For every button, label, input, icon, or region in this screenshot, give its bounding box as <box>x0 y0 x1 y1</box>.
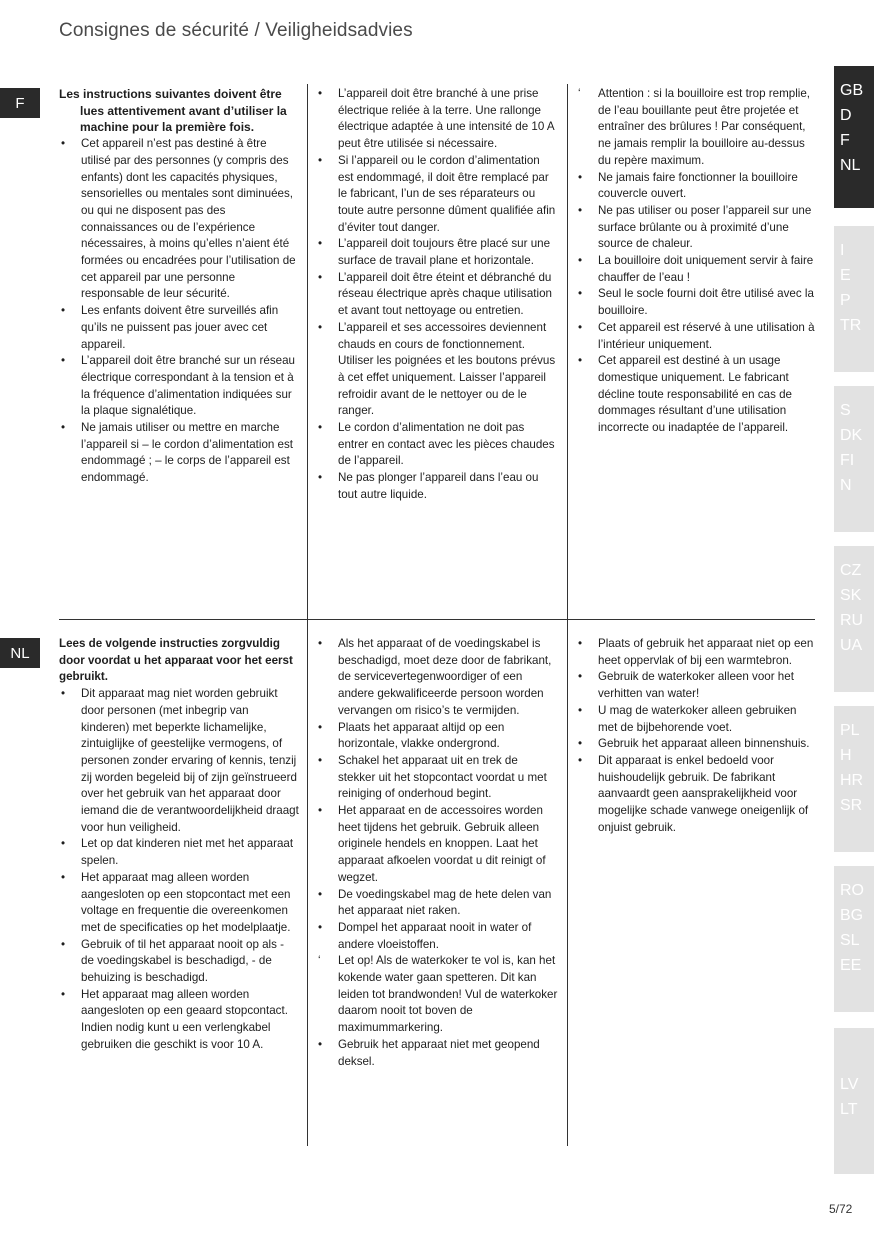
language-code: TR <box>840 317 862 334</box>
list-item: • Gebruik het apparaat niet met geopend deksel. <box>316 1037 558 1070</box>
fr-warning-item: ‘ Attention : si la bouilloire est trop remplie, de l’eau bouillante peut être projetée et entraîner des brûlures ! Par conséquent, ne jamais remplir la bouilloire au-dessus du repère maximum. <box>576 86 816 170</box>
list-item: • Dit apparaat is enkel bedoeld voor huishoudelijk gebruik. De fabrikant aanvaardt geen aansprakelijkheid voor mogelijke schade vanwege oneigenlijk of onjuist gebruik. <box>576 753 818 837</box>
fr-column-1 <box>59 86 299 487</box>
language-code: SL <box>840 932 860 949</box>
language-code: RU <box>840 612 864 629</box>
list-item: • Dit apparaat mag niet worden gebruikt door personen (met inbegrip van kinderen) met beperkte lichamelijke, zintuiglijke of geestelijke vermogens, of personen zonder ervaring of kennis, tenzij zij worden begeleid bij of zijn geïnstrueerd over het gebruik van het apparaat door iemand die de verantwoordelijkheid draagt voor hun veiligheid. <box>59 686 299 836</box>
list-item: • Seul le socle fourni doit être utilisé avec la bouilloire. <box>576 286 816 319</box>
nl-intro: Lees de volgende instructies zorgvuldig door voordat u het apparaat voor het eerst gebruikt. <box>59 637 293 684</box>
language-code: F <box>840 132 850 149</box>
language-code: FI <box>840 452 855 469</box>
nl-column-2 <box>316 636 558 1070</box>
language-code: CZ <box>840 562 862 579</box>
list-item: • Dompel het apparaat nooit in water of andere vloeistoffen. <box>316 920 558 953</box>
language-tab-6[interactable] <box>834 866 874 1012</box>
language-badge-nl: NL <box>0 638 40 668</box>
language-tab-7[interactable] <box>834 1028 874 1174</box>
list-item: • Le cordon d’alimentation ne doit pas entrer en contact avec les pièces chaudes de l’appareil. <box>316 420 556 470</box>
list-item: • Ne jamais faire fonctionner la bouilloire couvercle ouvert. <box>576 170 816 203</box>
column-divider <box>307 620 308 1146</box>
nl-column-1 <box>59 636 299 1054</box>
language-code: NL <box>840 157 861 174</box>
language-code: D <box>840 107 852 124</box>
language-code: SK <box>840 587 862 604</box>
fr-list-1 <box>59 136 299 487</box>
language-code: PL <box>840 722 860 739</box>
nl-list-1 <box>59 686 299 1053</box>
column-divider <box>307 84 308 620</box>
fr-intro: Les instructions suivantes doivent être lues attentivement avant d’utiliser la machine pour la première fois. <box>59 87 287 135</box>
list-item: • La bouilloire doit uniquement servir à faire chauffer de l’eau ! <box>576 253 816 286</box>
list-item: • U mag de waterkoker alleen gebruiken met de bijbehorende voet. <box>576 703 818 736</box>
list-item: • Plaats het apparaat altijd op een horizontale, vlakke ondergrond. <box>316 720 558 753</box>
language-tab-4[interactable] <box>834 546 874 692</box>
language-code: I <box>840 242 845 259</box>
list-item: • Si l’appareil ou le cordon d’alimentation est endommagé, il doit être remplacé par le fabricant, l’un de ses réparateurs ou toute autre personne dûment qualifiée afin d’éviter tout danger. <box>316 153 556 237</box>
list-item: • Cet appareil n’est pas destiné à être utilisé par des personnes (y compris des enfants) dont les capacités physiques, sensorielles ou mentales sont diminuées, ou qui ne disposent pas des connaissances ou de l’expérience nécessaires, à moins qu’elles n’aient été formées ou encadrées pour l’utilisation de cet appareil par une personne responsable de leur sécurité. <box>59 136 299 303</box>
nl-warning-item: ‘ Let op! Als de waterkoker te vol is, kan het kokende water gaan spetteren. Dit kan leiden tot brandwonden! Vul de waterkoker daarom nooit tot boven de maximummarkering. <box>316 953 558 1037</box>
list-item: • Het apparaat en de accessoires worden heet tijdens het gebruik. Gebruik alleen originele hendels en knoppen. Laat het apparaat afkoelen voordat u dit reinigt of wegzet. <box>316 803 558 887</box>
list-item: • Plaats of gebruik het apparaat niet op een heet oppervlak of bij een warmtebron. <box>576 636 818 669</box>
list-item: • Cet appareil est destiné à un usage domestique uniquement. Le fabricant décline toute responsabilité en cas de dommages résultant d’une utilisation incorrecte ou inadaptée de l’appareil. <box>576 353 816 437</box>
list-item: • Gebruik het apparaat alleen binnenshuis. <box>576 736 818 753</box>
list-item: • Ne jamais utiliser ou mettre en marche l’appareil si – le cordon d’alimentation est endommagé ; – le corps de l’appareil est endommagé. <box>59 420 299 487</box>
list-item: • L’appareil doit être branché à une prise électrique reliée à la terre. Une rallonge électrique adaptée à une intensité de 10 A peut être utilisée si nécessaire. <box>316 86 556 153</box>
list-item: • Als het apparaat of de voedingskabel is beschadigd, moet deze door de fabrikant, de servicevertegenwoordiger of een andere gekwalificeerde persoon worden vervangen om risico’s te vermijden. <box>316 636 558 720</box>
list-item: • L’appareil doit être branché sur un réseau électrique correspondant à la tension et à la fréquence d’alimentation indiquées sur la plaque signalétique. <box>59 353 299 420</box>
list-item: • Het apparaat mag alleen worden aangesloten op een geaard stopcontact. Indien nodig kunt u een verlengkabel gebruiken die geschikt is voor 10 A. <box>59 987 299 1054</box>
list-item: • Ne pas plonger l’appareil dans l’eau ou tout autre liquide. <box>316 470 556 503</box>
language-code: P <box>840 292 851 309</box>
section-divider <box>59 619 815 620</box>
column-divider <box>567 84 568 620</box>
list-item: • L’appareil et ses accessoires deviennent chauds en cours de fonctionnement. Utiliser les poignées et les boutons prévus à cet effet uniquement. Laisser l’appareil refroidir avant de le nettoyer ou de le ranger. <box>316 320 556 420</box>
list-item: • L’appareil doit toujours être placé sur une surface de travail plane et horizontale. <box>316 236 556 269</box>
list-item: • L’appareil doit être éteint et débranché du réseau électrique après chaque utilisation et avant tout nettoyage ou entretien. <box>316 270 556 320</box>
language-code: GB <box>840 82 864 99</box>
language-code: DK <box>840 427 863 444</box>
list-item: • Ne pas utiliser ou poser l’appareil sur une surface brûlante ou à proximité d’une source de chaleur. <box>576 203 816 253</box>
language-code: LV <box>840 1076 859 1093</box>
list-item: • Schakel het apparaat uit en trek de stekker uit het stopcontact voordat u met reiniging of onderhoud begint. <box>316 753 558 803</box>
language-tab-3[interactable] <box>834 386 874 532</box>
language-code: SR <box>840 797 863 814</box>
language-code: BG <box>840 907 864 924</box>
column-divider <box>567 620 568 1146</box>
nl-list-2 <box>316 636 558 1070</box>
list-item: • De voedingskabel mag de hete delen van het apparaat niet raken. <box>316 887 558 920</box>
language-tab-1[interactable] <box>834 66 874 208</box>
page-title: Consignes de sécurité / Veiligheidsadvies <box>59 20 413 41</box>
language-tab-5[interactable] <box>834 706 874 852</box>
language-badge-fr: F <box>0 88 40 118</box>
list-item: • Gebruik de waterkoker alleen voor het verhitten van water! <box>576 669 818 702</box>
language-code: RO <box>840 882 864 899</box>
fr-list-2 <box>316 86 556 504</box>
language-code: S <box>840 402 851 419</box>
language-code: HR <box>840 772 864 789</box>
language-code: LT <box>840 1101 858 1118</box>
list-item: • Gebruik of til het apparaat nooit op als - de voedingskabel is beschadigd, - de behuizing is beschadigd. <box>59 937 299 987</box>
list-item: • Het apparaat mag alleen worden aangesloten op een stopcontact met een voltage en frequentie die overeenkomen met de specificaties op het modelplaatje. <box>59 870 299 937</box>
list-item: • Les enfants doivent être surveillés afin qu’ils ne puissent pas jouer avec cet appareil. <box>59 303 299 353</box>
list-item: • Let op dat kinderen niet met het apparaat spelen. <box>59 836 299 869</box>
language-tab-2[interactable] <box>834 226 874 372</box>
nl-column-3 <box>576 636 818 836</box>
language-code: EE <box>840 957 862 974</box>
language-code: UA <box>840 637 863 654</box>
list-item: • Cet appareil est réservé à une utilisation à l’intérieur uniquement. <box>576 320 816 353</box>
page-number: 5/72 <box>829 1202 853 1216</box>
fr-column-3 <box>576 86 816 437</box>
language-code: H <box>840 747 852 764</box>
fr-column-2 <box>316 86 556 504</box>
fr-list-3 <box>576 86 816 437</box>
language-code: E <box>840 267 851 284</box>
nl-list-3 <box>576 636 818 836</box>
language-code: N <box>840 477 852 494</box>
